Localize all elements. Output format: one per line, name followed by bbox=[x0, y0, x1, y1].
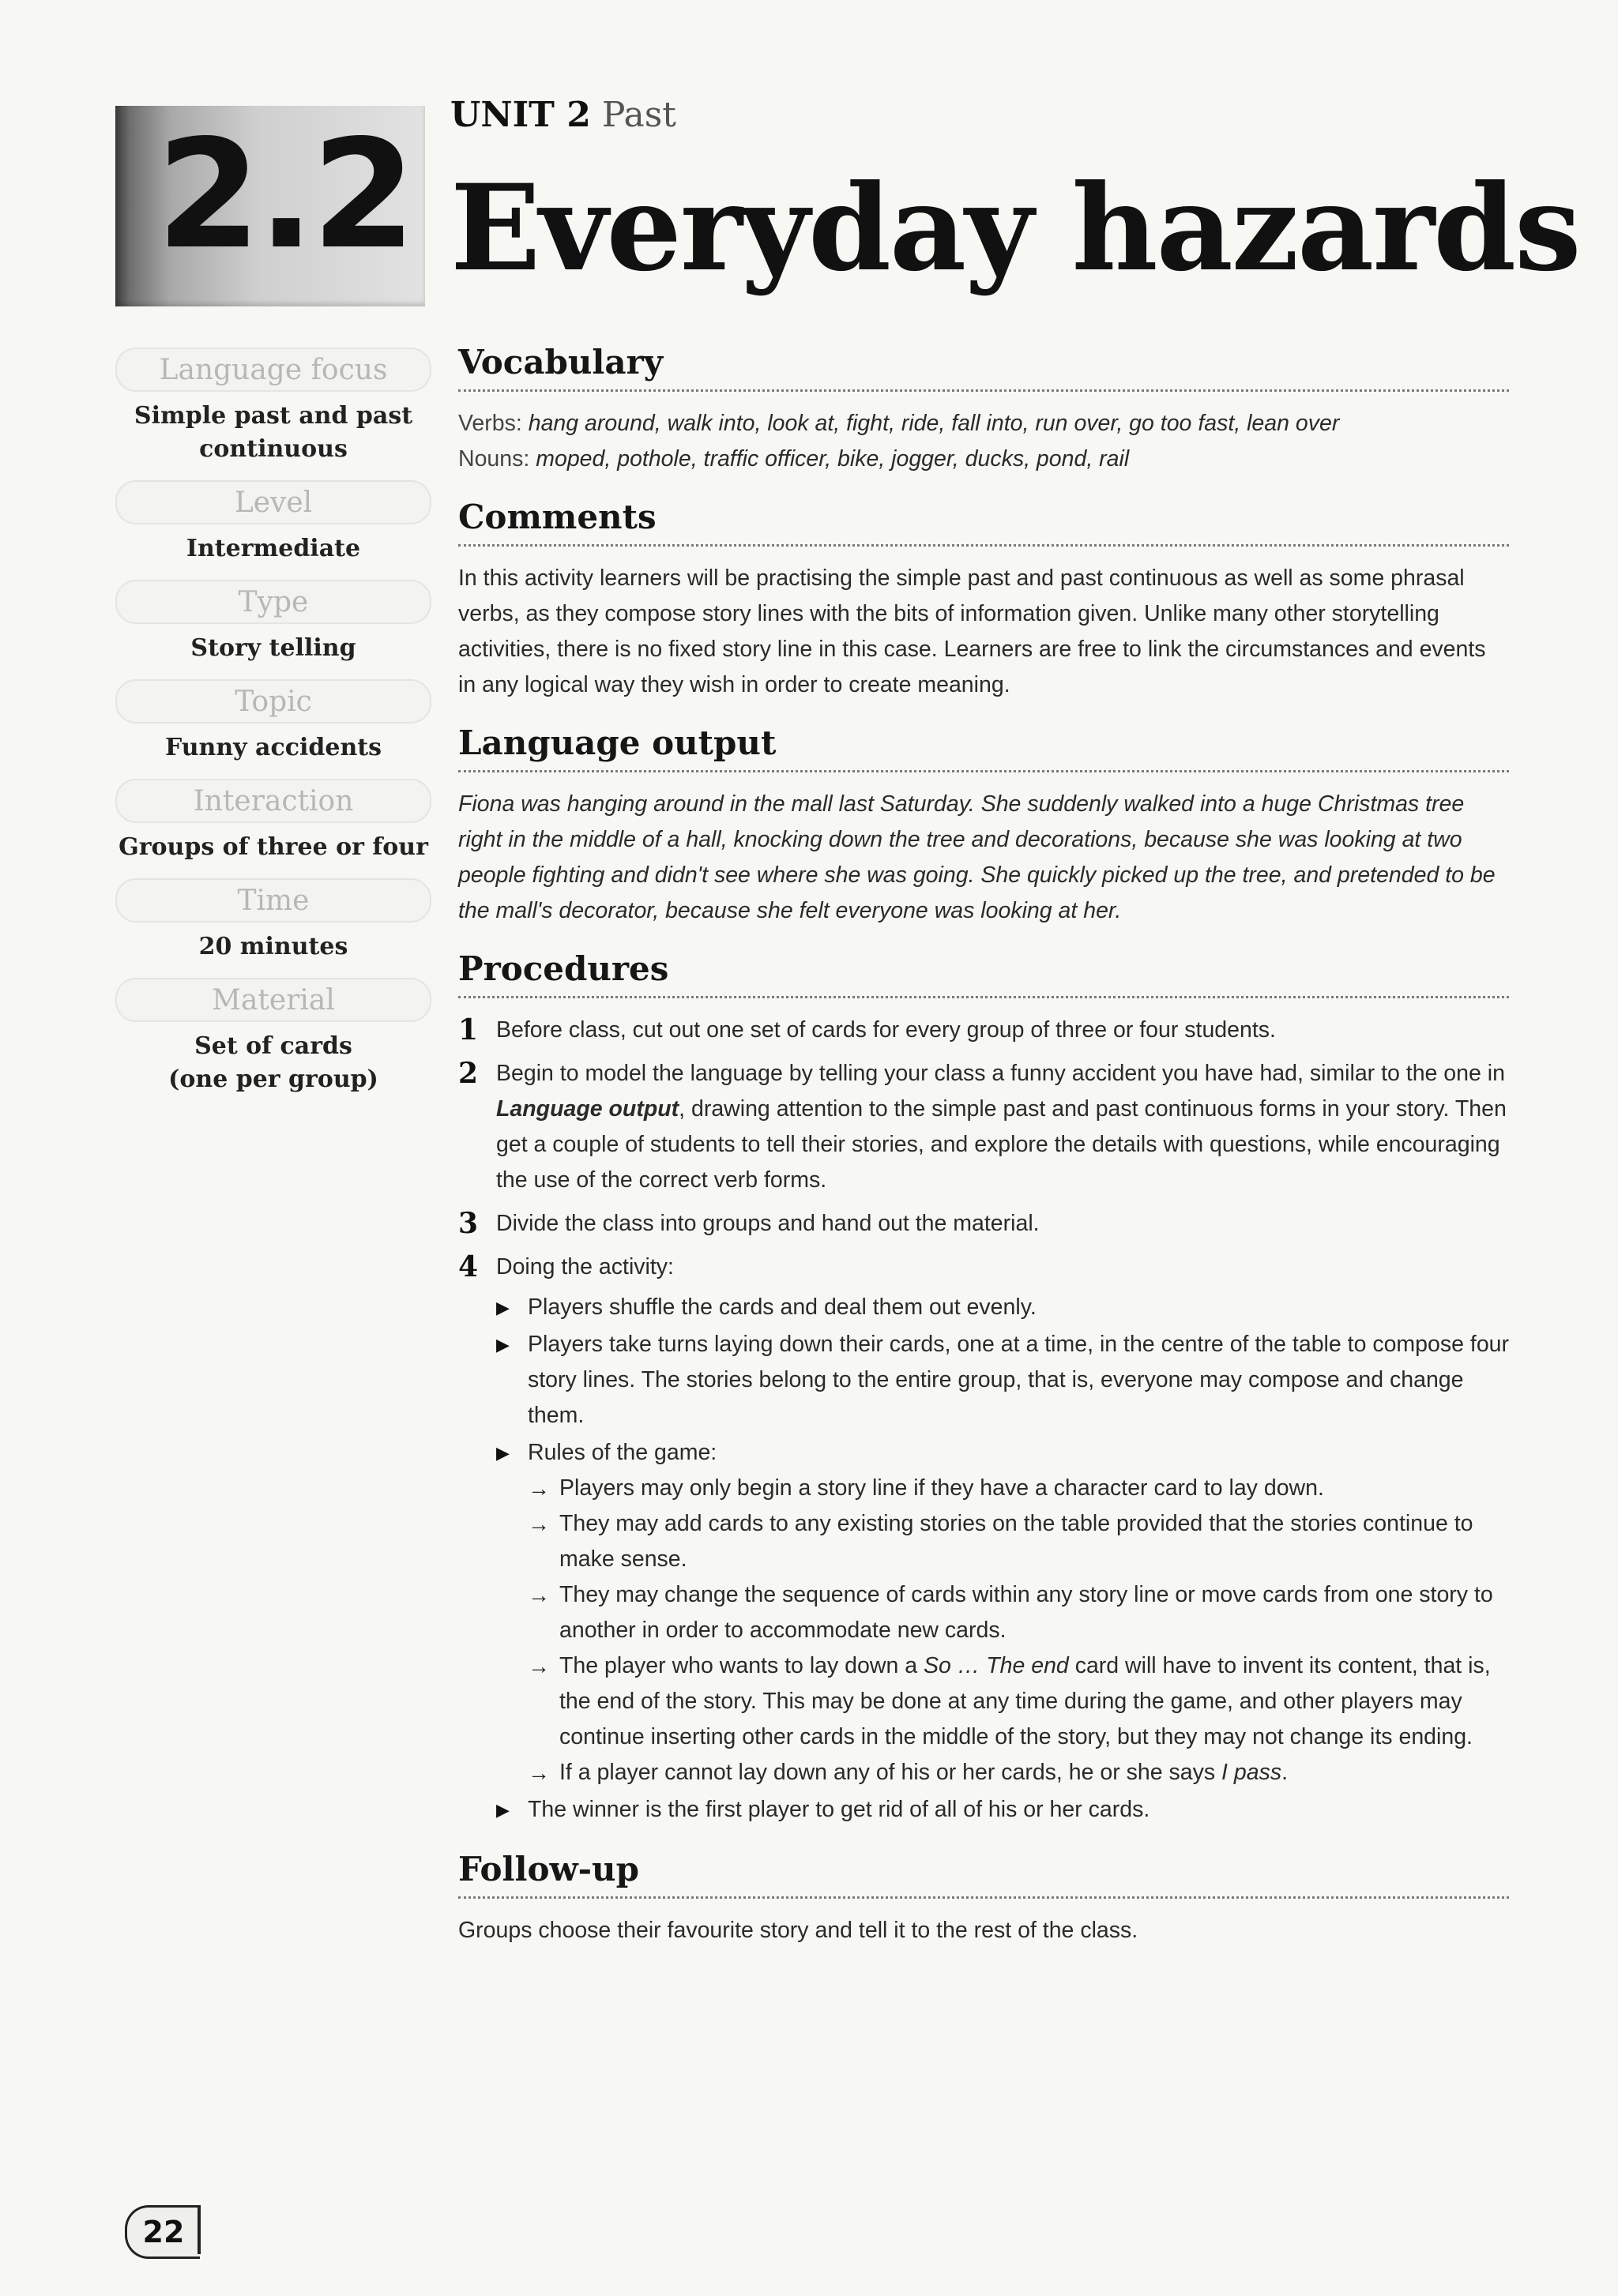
page-number-divider bbox=[198, 2205, 201, 2254]
step-text-part: Doing the activity: bbox=[496, 1254, 674, 1280]
sidebar-label: Topic bbox=[115, 679, 431, 723]
arrow-right-icon: → bbox=[528, 1761, 550, 1785]
step-text: Divide the class into groups and hand out the material. bbox=[496, 1211, 1040, 1236]
procedure-steps bbox=[458, 1013, 1509, 1829]
rule-item bbox=[528, 1506, 1509, 1577]
sidebar-material bbox=[115, 978, 431, 1110]
sidebar-label: Material bbox=[115, 978, 431, 1022]
sidebar-language-focus bbox=[115, 348, 431, 480]
triangle-bullet-icon: ▶ bbox=[496, 1800, 510, 1820]
bullet-item bbox=[496, 1327, 1509, 1434]
arrow-right-icon: → bbox=[528, 1512, 550, 1536]
rules-heading: Rules of the game: bbox=[528, 1440, 717, 1465]
rule-item bbox=[528, 1471, 1509, 1506]
rule-text-part: . bbox=[1281, 1760, 1288, 1785]
rule-text: Players may only begin a story line if they have a character card to lay down. bbox=[559, 1475, 1324, 1501]
page-number: 22 bbox=[125, 2205, 200, 2259]
bullet-item bbox=[496, 1435, 1509, 1791]
bullet-text: The winner is the first player to get rid of all of his or her cards. bbox=[528, 1797, 1150, 1822]
sidebar-label: Type bbox=[115, 580, 431, 624]
bullet-text: Players shuffle the cards and deal them out evenly. bbox=[528, 1295, 1037, 1320]
unit-label bbox=[450, 95, 676, 135]
comments-text: In this activity learners will be practising the simple past and past continuous as well as some phrasal verbs, as they compose story lines with the bits of information given. Unlike many other storytelling activities, there is no fixed story line in this case. Learners are free to link the circumstances and events in any logical way they wish in order to create meaning. bbox=[458, 566, 1486, 697]
section-title: Vocabulary bbox=[458, 343, 1509, 392]
sidebar-label: Level bbox=[115, 480, 431, 524]
triangle-bullet-icon: ▶ bbox=[496, 1298, 510, 1317]
step-text bbox=[496, 1249, 1509, 1829]
follow-up-section bbox=[458, 1850, 1509, 1948]
section-title: Follow-up bbox=[458, 1850, 1509, 1899]
language-output-text: Fiona was hanging around in the mall last Saturday. She suddenly walked into a huge Christmas tree right in the middle of a hall, knocking down the tree and decorations, because she was looking at two people fighting and didn't see where she was going. She quickly picked up the tree, and pretended to be the mall's decorator, because she felt everyone was looking at her. bbox=[458, 791, 1496, 923]
language-output-section bbox=[458, 723, 1509, 929]
bullet-item bbox=[496, 1290, 1509, 1325]
rule-text-part: card will have to invent its content, that is, the end of the story. This may be done at any time during the game, and other players may continue inserting other cards in the middle of the story, but they may not change its ending. bbox=[559, 1653, 1491, 1749]
unit-topic: Past bbox=[601, 95, 676, 135]
rule-item bbox=[528, 1648, 1509, 1755]
sidebar-label: Time bbox=[115, 878, 431, 923]
nouns-line bbox=[458, 442, 1509, 477]
sidebar-value: Funny accidents bbox=[164, 734, 382, 761]
sidebar-type bbox=[115, 580, 431, 679]
arrow-right-icon: → bbox=[528, 1583, 550, 1607]
rule-text-part: The player who wants to lay down a bbox=[559, 1653, 924, 1678]
card-name: So … The end bbox=[924, 1653, 1069, 1678]
sidebar-value: Simple past and past continuous bbox=[134, 402, 413, 463]
step-number: 2 bbox=[458, 1057, 479, 1090]
rule-text bbox=[559, 1755, 1509, 1791]
rule-item bbox=[528, 1577, 1509, 1648]
sidebar-value: Groups of three or four bbox=[119, 833, 428, 861]
sidebar-value: Set of cards (one per group) bbox=[168, 1032, 378, 1093]
sidebar-value: Story telling bbox=[190, 634, 356, 662]
activity-bullets bbox=[496, 1290, 1509, 1828]
sidebar-label: Interaction bbox=[115, 779, 431, 823]
unit-prefix: UNIT 2 bbox=[450, 95, 591, 135]
section-title: Comments bbox=[458, 498, 1509, 547]
section-title: Procedures bbox=[458, 949, 1509, 998]
sidebar-interaction bbox=[115, 779, 431, 878]
procedure-step bbox=[458, 1056, 1509, 1198]
vocabulary-section bbox=[458, 343, 1509, 477]
bullet-text bbox=[528, 1435, 1509, 1791]
step-text-part: , drawing attention to the simple past and past continuous forms in your story. Then get a couple of students to tell their stories, and explore the details with questions, while encouraging the use of the correct verb forms. bbox=[496, 1096, 1507, 1193]
bullet-text: Players take turns laying down their cards, one at a time, in the centre of the table to compose four story lines. The stories belong to the entire group, that is, everyone may compose and change them. bbox=[528, 1332, 1510, 1428]
nouns-list: moped, pothole, traffic officer, bike, jogger, ducks, pond, rail bbox=[536, 446, 1130, 472]
comments-section bbox=[458, 498, 1509, 703]
unit-number: 2.2 bbox=[156, 107, 413, 282]
step-number: 1 bbox=[458, 1013, 479, 1047]
procedure-step bbox=[458, 1206, 1509, 1242]
unit-number-box bbox=[115, 106, 425, 306]
sidebar-topic bbox=[115, 679, 431, 779]
main-content bbox=[458, 343, 1509, 1969]
nouns-label: Nouns: bbox=[458, 446, 530, 472]
procedure-step bbox=[458, 1249, 1509, 1829]
arrow-right-icon: → bbox=[528, 1654, 550, 1678]
sidebar-value: Intermediate bbox=[186, 535, 361, 562]
follow-up-text: Groups choose their favourite story and tell it to the rest of the class. bbox=[458, 1918, 1138, 1943]
rule-text bbox=[559, 1648, 1509, 1755]
sidebar-label: Language focus bbox=[115, 348, 431, 392]
rule-text-part: If a player cannot lay down any of his or her cards, he or she says bbox=[559, 1760, 1222, 1785]
procedure-step bbox=[458, 1013, 1509, 1048]
procedures-section bbox=[458, 949, 1509, 1829]
step-number: 4 bbox=[458, 1250, 479, 1283]
step-number: 3 bbox=[458, 1207, 479, 1240]
step-text bbox=[496, 1056, 1509, 1198]
info-sidebar bbox=[115, 348, 431, 1110]
bullet-item bbox=[496, 1792, 1509, 1828]
verbs-list: hang around, walk into, look at, fight, ride, fall into, run over, go too fast, lean over bbox=[528, 411, 1340, 436]
sidebar-time bbox=[115, 878, 431, 978]
rules-list bbox=[528, 1471, 1509, 1791]
step-text: Before class, cut out one set of cards for every group of three or four students. bbox=[496, 1017, 1276, 1043]
sidebar-value: 20 minutes bbox=[198, 933, 348, 960]
verbs-line bbox=[458, 406, 1509, 442]
verbs-label: Verbs: bbox=[458, 411, 522, 436]
arrow-right-icon: → bbox=[528, 1476, 550, 1501]
rule-text: They may add cards to any existing stories on the table provided that the stories continue to make sense. bbox=[559, 1511, 1473, 1572]
rule-text: They may change the sequence of cards within any story line or move cards from one story to another in order to accommodate new cards. bbox=[559, 1582, 1493, 1643]
pass-phrase: I pass bbox=[1221, 1760, 1282, 1785]
sidebar-level bbox=[115, 480, 431, 580]
section-title: Language output bbox=[458, 723, 1509, 772]
page-title: Everyday hazards bbox=[450, 159, 1580, 298]
triangle-bullet-icon: ▶ bbox=[496, 1443, 510, 1463]
language-output-ref: Language output bbox=[496, 1096, 679, 1122]
step-text-part: Begin to model the language by telling your class a funny accident you have had, similar to the one in bbox=[496, 1061, 1505, 1086]
triangle-bullet-icon: ▶ bbox=[496, 1335, 510, 1355]
rule-item bbox=[528, 1755, 1509, 1791]
